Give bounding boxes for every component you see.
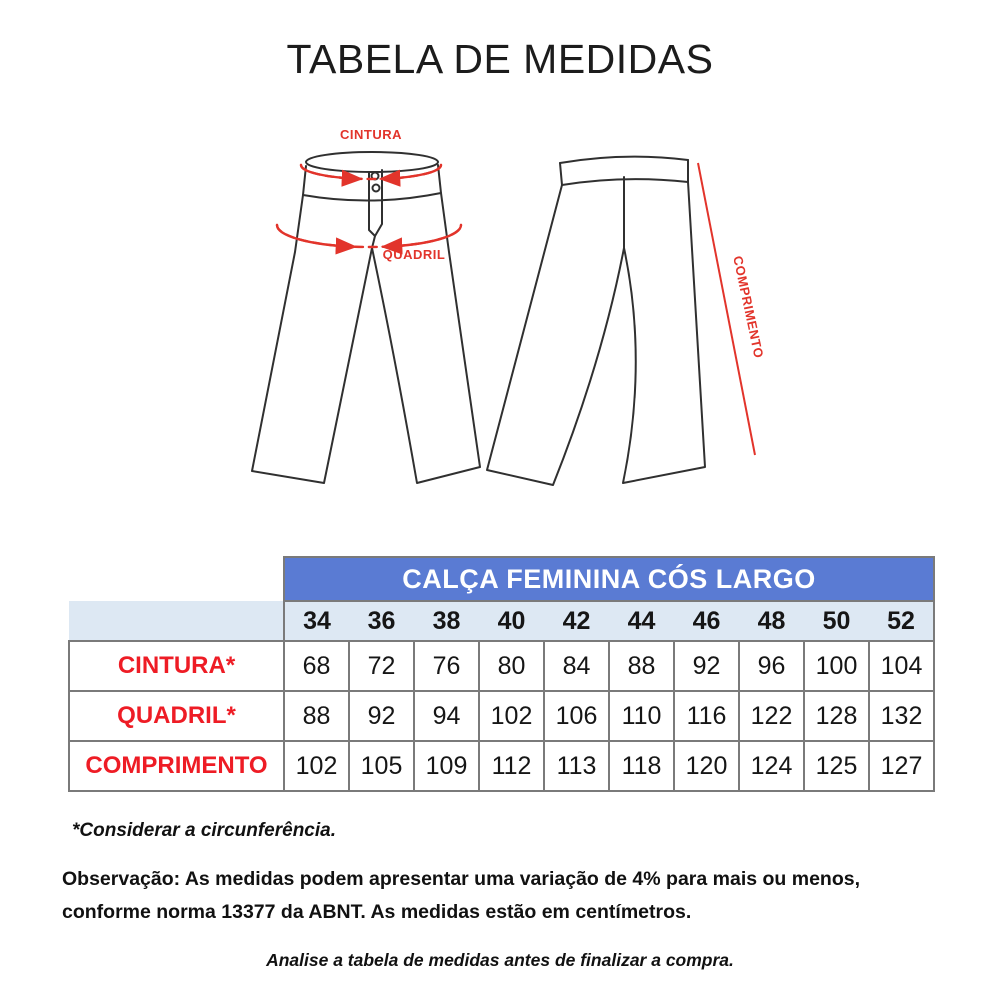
value-cell: 76	[414, 641, 479, 691]
value-cell: 106	[544, 691, 609, 741]
size-cell: 50	[804, 601, 869, 641]
button-icon	[373, 185, 380, 192]
value-cell: 92	[349, 691, 414, 741]
table-title: CALÇA FEMININA CÓS LARGO	[284, 557, 934, 601]
quadril-label: QUADRIL	[382, 247, 446, 262]
pants-measurement-diagram	[230, 112, 790, 502]
spacer-cell	[69, 601, 284, 641]
value-cell: 88	[609, 641, 674, 691]
size-cell: 40	[479, 601, 544, 641]
size-cell: 48	[739, 601, 804, 641]
value-cell: 120	[674, 741, 739, 791]
value-cell: 102	[284, 741, 349, 791]
size-cell: 38	[414, 601, 479, 641]
value-cell: 104	[869, 641, 934, 691]
size-cell: 46	[674, 601, 739, 641]
waist-opening	[306, 152, 438, 172]
value-cell: 84	[544, 641, 609, 691]
sizes-row	[69, 601, 934, 641]
value-cell: 94	[414, 691, 479, 741]
value-cell: 127	[869, 741, 934, 791]
size-cell: 42	[544, 601, 609, 641]
pants-front-figure	[252, 152, 480, 483]
value-cell: 124	[739, 741, 804, 791]
row-label-cell: COMPRIMENTO	[69, 741, 284, 791]
value-cell: 105	[349, 741, 414, 791]
comprimento-label: COMPRIMENTO	[730, 254, 767, 360]
value-cell: 68	[284, 641, 349, 691]
size-table	[68, 556, 935, 792]
note-final: Analise a tabela de medidas antes de finalizar a compra.	[266, 950, 734, 970]
pants-back-figure	[487, 157, 705, 485]
page-title: TABELA DE MEDIDAS	[286, 36, 714, 82]
value-cell: 113	[544, 741, 609, 791]
value-cell: 102	[479, 691, 544, 741]
size-cell: 36	[349, 601, 414, 641]
value-cell: 72	[349, 641, 414, 691]
value-cell: 116	[674, 691, 739, 741]
size-cell: 44	[609, 601, 674, 641]
measurement-row-comprimento	[69, 741, 934, 791]
spacer-cell	[69, 557, 284, 601]
value-cell: 125	[804, 741, 869, 791]
value-cell: 96	[739, 641, 804, 691]
note-observation	[62, 863, 962, 929]
row-label-cell: CINTURA*	[69, 641, 284, 691]
value-cell: 110	[609, 691, 674, 741]
value-cell: 80	[479, 641, 544, 691]
table-title-row	[69, 557, 934, 601]
size-cell: 52	[869, 601, 934, 641]
measurement-row-cintura	[69, 641, 934, 691]
value-cell: 128	[804, 691, 869, 741]
note-observation-line1: Observação: As medidas podem apresentar uma variação de 4% para mais ou menos,	[62, 868, 861, 890]
value-cell: 118	[609, 741, 674, 791]
value-cell: 112	[479, 741, 544, 791]
size-cell: 34	[284, 601, 349, 641]
note-observation-line2: conforme norma 13377 da ABNT. As medidas estão em centímetros.	[62, 901, 692, 923]
value-cell: 132	[869, 691, 934, 741]
measurement-row-quadril	[69, 691, 934, 741]
cintura-label: CINTURA	[340, 127, 402, 142]
value-cell: 122	[739, 691, 804, 741]
row-label-cell: QUADRIL*	[69, 691, 284, 741]
value-cell: 100	[804, 641, 869, 691]
value-cell: 92	[674, 641, 739, 691]
value-cell: 88	[284, 691, 349, 741]
value-cell: 109	[414, 741, 479, 791]
note-circumference: *Considerar a circunferência.	[72, 820, 336, 841]
